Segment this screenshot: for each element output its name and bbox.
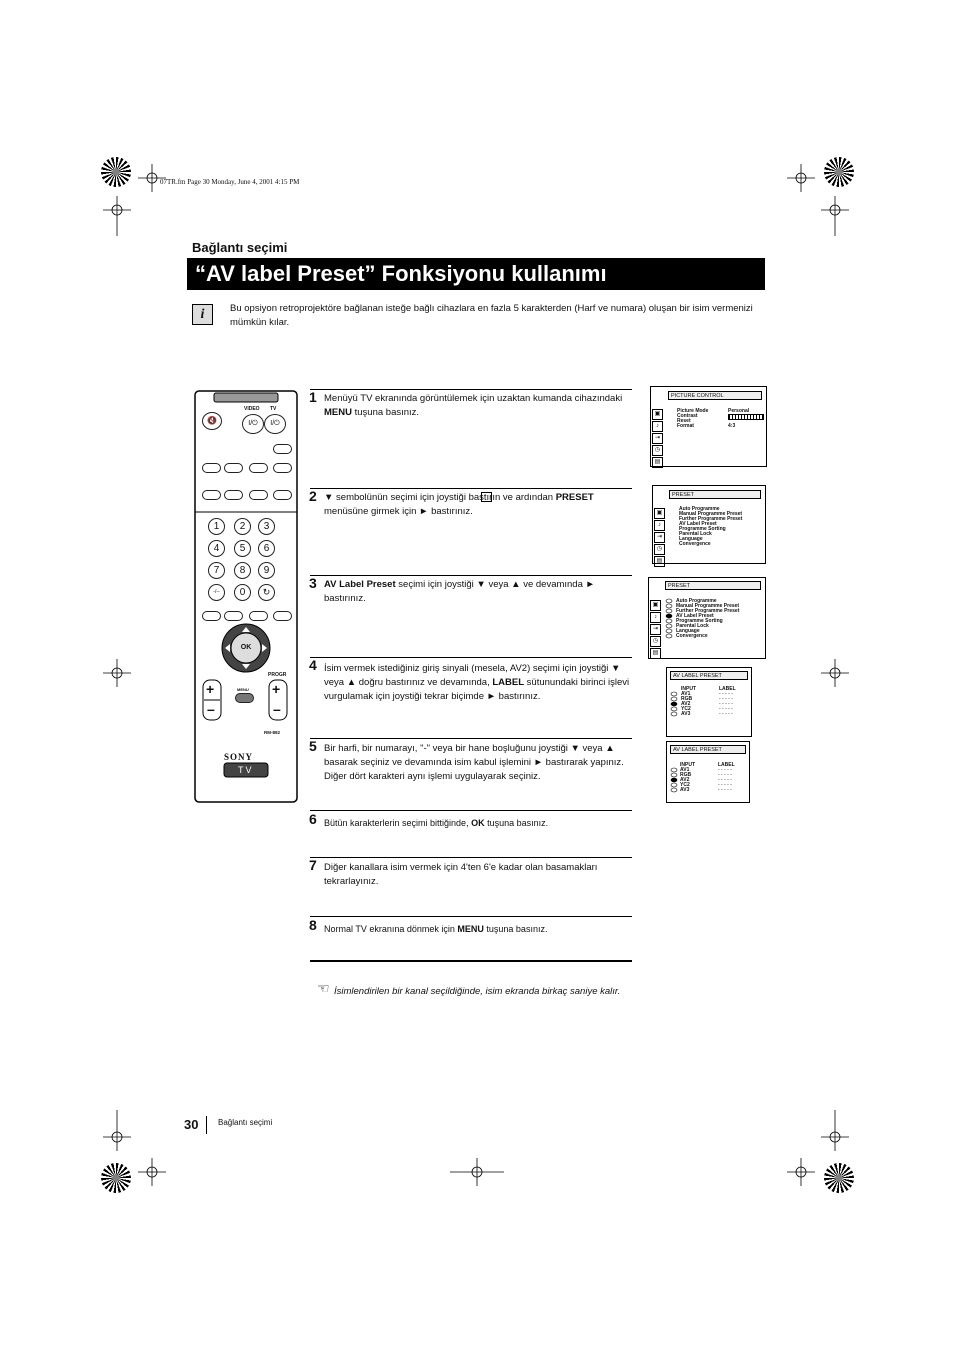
menu-item: Further Programme Preset (676, 608, 740, 614)
step-text-part: tuşuna basınız. (351, 407, 420, 418)
menu-row-value: 4:3 (728, 423, 736, 429)
screen-picture-control (650, 386, 767, 467)
screen-title: PICTURE CONTROL (668, 391, 762, 400)
remote-button[interactable] (273, 463, 292, 473)
menu-icon-column (654, 508, 665, 568)
step-text-part: tuşuna basınız. (484, 818, 549, 828)
input-row: YC2 (680, 782, 690, 788)
picture-icon: ▣ (652, 409, 663, 420)
column-header-input: INPUT (681, 686, 696, 692)
digit-2-button[interactable]: 2 (234, 518, 251, 535)
input-row: AV1 (680, 767, 690, 773)
remote-button[interactable] (249, 490, 268, 500)
step-text-part: menüsüne girmek için ► bastırınız. (324, 506, 473, 517)
input-row: AV2 (681, 701, 691, 707)
step-divider (310, 488, 632, 489)
remote-control (194, 390, 298, 803)
intro-text: Bu opsiyon retroprojektöre bağlanan isteğe bağlı cihazlara en fazla 5 karakterden (Harf ve numara) oluşan bir isim vermenizi mümkün kılar. (230, 303, 753, 328)
label-dash: - - - - - (719, 701, 733, 707)
label-dash: - - - - - (718, 782, 732, 788)
step-text (324, 578, 632, 606)
brand-logo: SONY (224, 752, 254, 762)
step-divider (310, 857, 632, 858)
menu-item: Convergence (679, 541, 711, 547)
footer-divider (206, 1116, 207, 1134)
step-number: 1 (309, 389, 317, 405)
step-text-part: Normal TV ekranına dönmek için (324, 924, 458, 934)
menu-item: AV Label Preset (679, 521, 717, 527)
step-divider (310, 738, 632, 739)
step-text-bold: AV Label Preset (324, 579, 396, 590)
digit-5-button[interactable]: 5 (234, 540, 251, 557)
input-row: RGB (680, 772, 692, 778)
menu-row: Picture Mode (677, 408, 709, 414)
progr-down-icon[interactable]: – (273, 701, 281, 717)
step-number: 8 (309, 917, 317, 933)
picture-icon: ▣ (650, 600, 661, 611)
step-divider (310, 810, 632, 811)
input-row: YC2 (681, 706, 691, 712)
step-number: 6 (309, 811, 317, 827)
menu-label: MENU (237, 687, 249, 692)
input-row: AV2 (680, 777, 690, 783)
screen-title: PRESET (665, 581, 761, 590)
input-row: AV3 (680, 787, 690, 793)
step-text (324, 922, 632, 936)
tv-power-button[interactable]: I/⏻ (264, 414, 286, 434)
menu-row: Format (677, 423, 694, 429)
step-text (324, 816, 632, 830)
section-title: Bağlantı seçimi (192, 240, 288, 255)
step-text-bold: LABEL (492, 677, 525, 688)
step-text-bold: PRESET (555, 492, 594, 503)
menu-icon-column (650, 600, 661, 660)
video-power-button[interactable]: I/⏻ (242, 414, 264, 434)
menu-row-value: Personal (728, 408, 750, 414)
step-divider (310, 575, 632, 576)
timer-icon: ◷ (652, 445, 663, 456)
menu-item: Manual Programme Preset (676, 603, 740, 609)
radio-markers (664, 598, 674, 643)
ok-button[interactable]: OK (240, 644, 252, 651)
input-icon: ⇥ (650, 624, 661, 635)
step-text-bold: MENU (324, 407, 352, 418)
digit-8-button[interactable]: 8 (234, 562, 251, 579)
sound-icon: ♪ (650, 612, 661, 623)
step-number: 7 (309, 857, 317, 873)
step-text-part: tuşuna basınız. (483, 924, 548, 934)
radio-markers (669, 691, 679, 717)
menu-item: Convergence (676, 633, 708, 639)
step-number: 2 (309, 488, 317, 504)
step-text (324, 662, 632, 704)
step-text-bold: OK (471, 818, 485, 828)
step-number: 5 (309, 738, 317, 754)
volume-down-icon[interactable]: – (207, 701, 215, 717)
video-label: VIDEO (244, 406, 260, 412)
step-text-part: ▼ sembolünün seçimi için joystiği bastırın ve ardından (324, 492, 556, 503)
screen-preset (652, 485, 766, 564)
label-dash: - - - - - (719, 696, 733, 702)
volume-up-icon[interactable]: + (206, 681, 215, 697)
remote-button[interactable] (224, 490, 243, 500)
screen-title: AV LABEL PRESET (670, 745, 746, 754)
preset-icon: ▤ (652, 457, 663, 468)
footer-label: Bağlantı seçimi (218, 1118, 273, 1127)
menu-item: Language (676, 628, 700, 634)
double-digit-button[interactable]: -/-- (208, 584, 225, 601)
remote-button[interactable] (273, 611, 292, 621)
preset-tab-icon (481, 492, 492, 502)
step-text-part: Bütün karakterlerin seçimi bittiğinde, (324, 818, 472, 828)
column-header-label: LABEL (718, 762, 735, 768)
note-text: İsimlendirilen bir kanal seçildiğinde, isim ekranda birkaç saniye kalır. (334, 986, 621, 997)
input-icon: ⇥ (654, 532, 665, 543)
note-divider (310, 960, 632, 962)
remote-button[interactable] (202, 463, 221, 473)
menu-item: Further Programme Preset (679, 516, 743, 522)
remote-button[interactable] (224, 611, 243, 621)
timer-icon: ◷ (650, 636, 661, 647)
step-divider (310, 916, 632, 917)
progr-label: PROGR (268, 672, 287, 678)
menu-item: Auto Programme (679, 506, 720, 512)
screen-av-label-preset (666, 667, 752, 737)
label-dash: - - - - - (719, 691, 733, 697)
screen-preset-selected (648, 577, 766, 659)
input-row: AV1 (681, 691, 691, 697)
step-text (324, 491, 632, 519)
digit-7-button[interactable]: 7 (208, 562, 225, 579)
mute-button[interactable]: 🔇 (202, 412, 222, 430)
radio-markers (669, 767, 679, 793)
timer-icon: ◷ (654, 544, 665, 555)
step-text: Diğer kanallara isim vermek için 4'ten 6'e kadar olan basamakları tekrarlayınız. (324, 862, 598, 887)
label-dash: - - - - - (718, 772, 732, 778)
preset-icon: ▤ (650, 648, 661, 659)
screen-title: AV LABEL PRESET (670, 671, 748, 680)
file-header: 07TR.fm Page 30 Monday, June 4, 2001 4:15 PM (160, 178, 300, 186)
digit-4-button[interactable]: 4 (208, 540, 225, 557)
menu-item: Programme Sorting (679, 526, 726, 532)
hint-hand-icon: ☜ (317, 980, 330, 996)
remote-button[interactable] (224, 463, 243, 473)
input-icon: ⇥ (652, 433, 663, 444)
page-title: “AV label Preset” Fonksiyonu kullanımı (187, 258, 765, 290)
picture-icon: ▣ (654, 508, 665, 519)
digit-1-button[interactable]: 1 (208, 518, 225, 535)
remote-button[interactable] (273, 444, 292, 454)
digit-6-button[interactable]: 6 (258, 540, 275, 557)
menu-icon-column (652, 409, 663, 469)
remote-button[interactable] (249, 463, 268, 473)
step-number: 3 (309, 575, 317, 591)
remote-button[interactable] (202, 490, 221, 500)
page-number: 30 (184, 1117, 199, 1132)
step-text-part: sütunundaki birinci işlevi vurgulamak için joystiği tekrar biçimde ► bastırınız. (324, 677, 630, 702)
step-text (324, 392, 632, 420)
remote-button[interactable] (202, 611, 221, 621)
menu-item-selected: AV Label Preset (676, 613, 714, 619)
sound-icon: ♪ (654, 520, 665, 531)
screen-title: PRESET (669, 490, 761, 499)
contrast-slider (728, 414, 764, 420)
digit-3-button[interactable]: 3 (258, 518, 275, 535)
column-header-label: LABEL (719, 686, 736, 692)
label-dash: - - - - - (718, 777, 732, 783)
label-dash: - - - - - (718, 767, 732, 773)
menu-item: Programme Sorting (676, 618, 723, 624)
step-text-part: Menüyü TV ekranında görüntülemek için uzaktan kumanda cihazındaki (324, 393, 623, 404)
label-dash: - - - - - (719, 706, 733, 712)
tv-label: TV (270, 406, 277, 412)
step-divider (310, 657, 632, 658)
step-number: 4 (309, 657, 317, 673)
menu-button[interactable] (235, 693, 254, 703)
menu-item: Parental Lock (676, 623, 709, 629)
progr-up-icon[interactable]: + (272, 681, 281, 697)
model-label: RM-892 (264, 730, 281, 735)
menu-row: Reset (677, 418, 691, 424)
step-text: Bir harfi, bir numarayı, "-" veya bir hane boşluğunu joystiği ▼ veya ▲ basarak seçiniz ve devamında isim kabul işlemini ► bastırarak yapınız. Diğer dört karakteri aynı işlemi uygulayarak seçiniz. (324, 743, 624, 782)
remote-button[interactable] (273, 490, 292, 500)
info-icon: i (192, 304, 213, 325)
menu-item: Parental Lock (679, 531, 712, 537)
step-text-part: seçimi için joystiği ▼ veya ▲ ve devamında ► bastırınız. (324, 579, 595, 604)
digit-0-button[interactable]: 0 (234, 584, 251, 601)
menu-row: Contrast (677, 413, 698, 419)
label-dash: - - - - - (719, 711, 733, 717)
input-row: RGB (681, 696, 693, 702)
input-row: AV3 (681, 711, 691, 717)
column-header-input: INPUT (680, 762, 695, 768)
label-dash: - - - - - (718, 787, 732, 793)
tv-badge: TV (238, 765, 254, 775)
recall-button[interactable]: ↻ (258, 584, 275, 601)
menu-item: Auto Programme (676, 598, 717, 604)
screen-av-label-preset-edit (666, 741, 750, 803)
sound-icon: ♪ (652, 421, 663, 432)
step-text-part: İsim vermek istediğiniz giriş sinyali (mesela, AV2) seçimi için joystiği ▼ veya ▲ doğru bastırınız ve devamında, (324, 663, 621, 688)
step-text-bold: MENU (457, 924, 484, 934)
preset-icon: ▤ (654, 556, 665, 567)
step-divider (310, 389, 632, 390)
remote-button[interactable] (249, 611, 268, 621)
menu-item: Language (679, 536, 703, 542)
menu-item: Manual Programme Preset (679, 511, 743, 517)
digit-9-button[interactable]: 9 (258, 562, 275, 579)
